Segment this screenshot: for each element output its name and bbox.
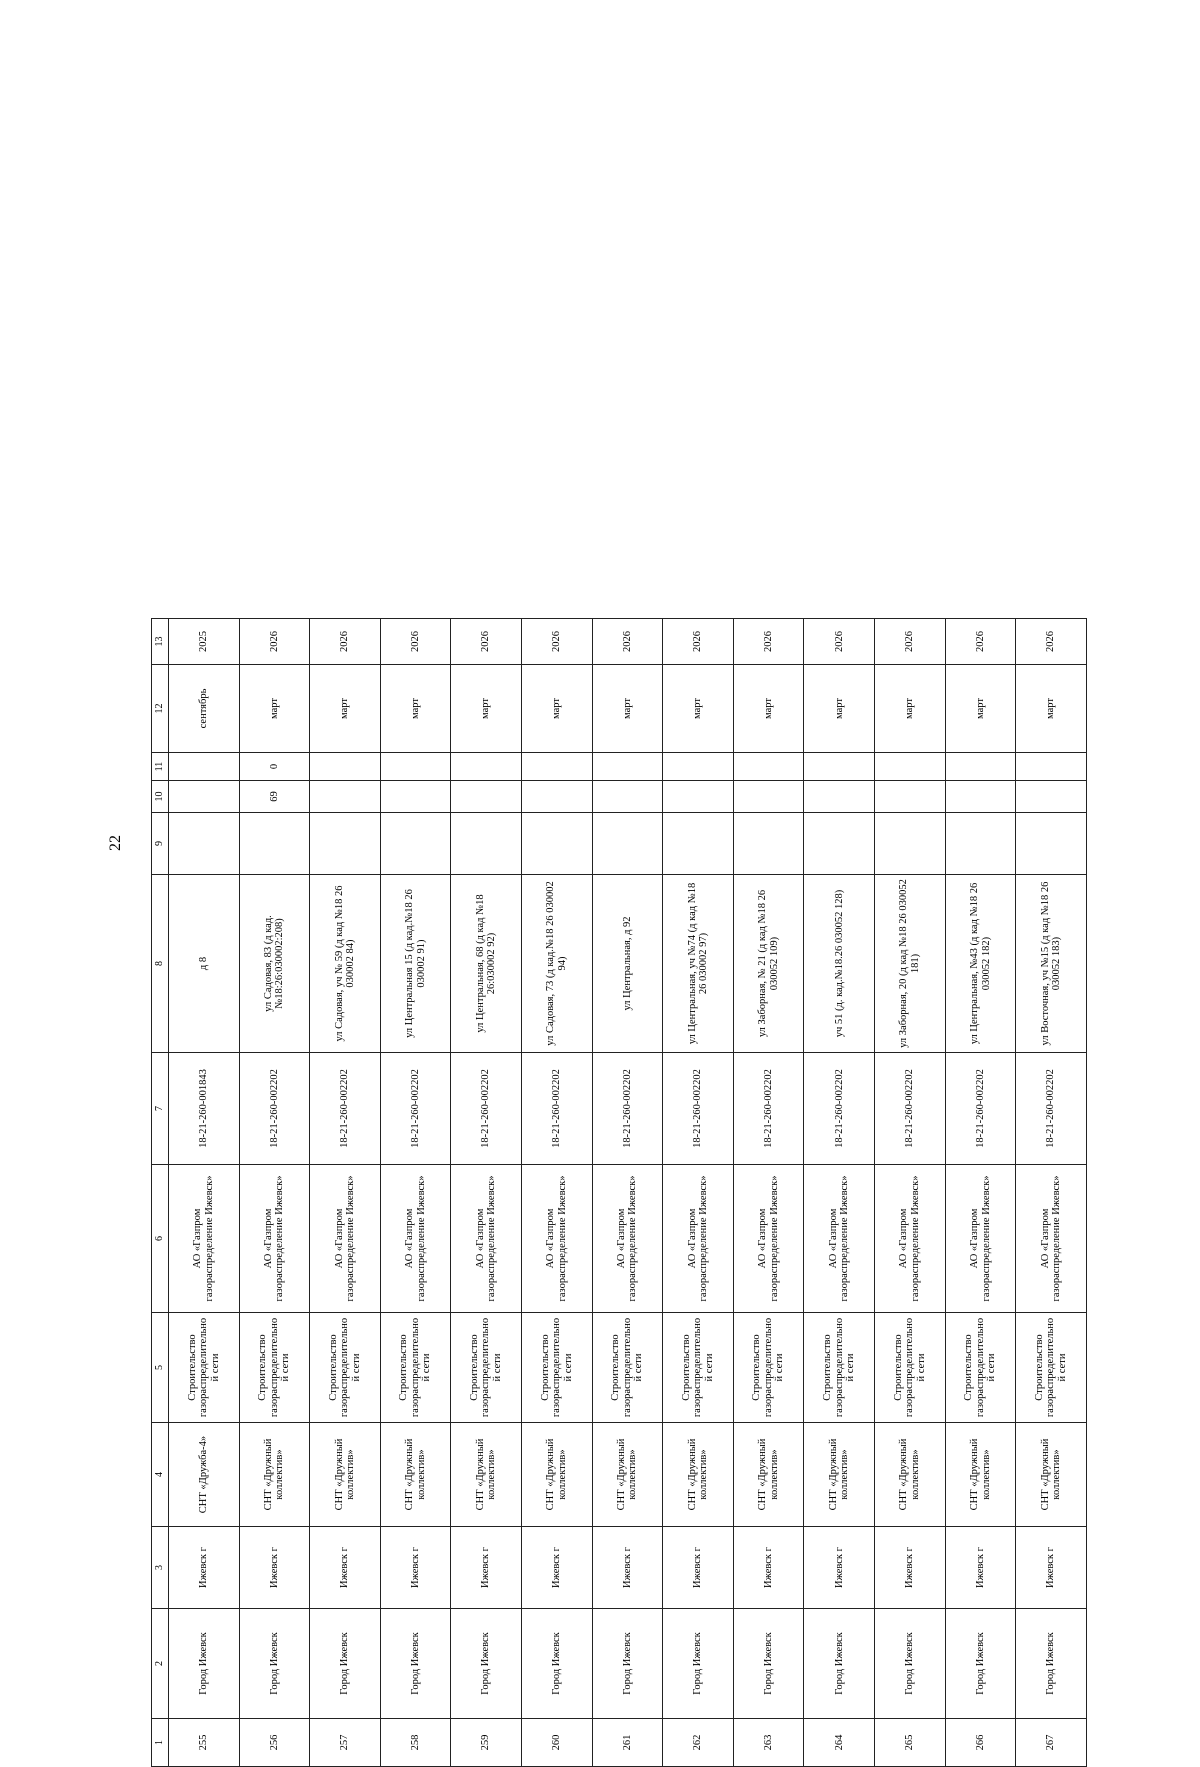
cell-work-type: Строительство газораспределительной сети [733, 1313, 804, 1423]
cell-municipality: Город Ижевск [733, 1609, 804, 1719]
cell-col-9 [169, 813, 240, 875]
cell-municipality: Город Ижевск [875, 1609, 946, 1719]
cell-settlement: Ижевск г [169, 1527, 240, 1609]
cell-address: ул Центральная, 68 (д кад №18 26:030002 92) [451, 875, 522, 1053]
table-row [451, 619, 522, 1767]
cell-snt-name: СНТ «Дружный коллектив» [945, 1423, 1016, 1527]
cell-month: сентябрь [169, 665, 240, 753]
cell-organization: АО «Газпром газораспределение Ижевск» [169, 1165, 240, 1313]
cell-settlement: Ижевск г [733, 1527, 804, 1609]
cell-snt-name: СНТ «Дружный коллектив» [380, 1423, 451, 1527]
cell-work-type: Строительство газораспределительной сети [451, 1313, 522, 1423]
cell-organization: АО «Газпром газораспределение Ижевск» [592, 1165, 663, 1313]
cell-col-10 [804, 781, 875, 813]
table-header [152, 619, 169, 1767]
cell-row-number: 262 [663, 1719, 734, 1767]
cell-year: 2025 [169, 619, 240, 665]
cell-address: ул Садовая, уч № 59 (д кад №18 26 030002 84) [310, 875, 381, 1053]
cell-settlement: Ижевск г [663, 1527, 734, 1609]
cell-organization: АО «Газпром газораспределение Ижевск» [875, 1165, 946, 1313]
cell-address: ул Центральная 15 (д кад.№18 26 030002 91) [380, 875, 451, 1053]
cell-municipality: Город Ижевск [239, 1609, 310, 1719]
cell-month: март [310, 665, 381, 753]
cell-settlement: Ижевск г [380, 1527, 451, 1609]
table-row [522, 619, 593, 1767]
cell-col-10 [310, 781, 381, 813]
cell-row-number: 267 [1016, 1719, 1087, 1767]
cell-month: март [804, 665, 875, 753]
cell-month: март [522, 665, 593, 753]
cell-col-9 [522, 813, 593, 875]
cell-row-number: 261 [592, 1719, 663, 1767]
cell-month: март [239, 665, 310, 753]
cell-row-number: 260 [522, 1719, 593, 1767]
cell-organization: АО «Газпром газораспределение Ижевск» [451, 1165, 522, 1313]
cell-organization: АО «Газпром газораспределение Ижевск» [1016, 1165, 1087, 1313]
cell-work-type: Строительство газораспределительной сети [592, 1313, 663, 1423]
cell-row-number: 256 [239, 1719, 310, 1767]
cell-month: март [663, 665, 734, 753]
cell-month: март [592, 665, 663, 753]
cell-col-11 [522, 753, 593, 781]
cell-col-11 [804, 753, 875, 781]
cell-col-10 [592, 781, 663, 813]
cell-month: март [451, 665, 522, 753]
column-number-2: 2 [152, 1609, 169, 1719]
cell-snt-name: СНТ «Дружный коллектив» [522, 1423, 593, 1527]
cell-year: 2026 [451, 619, 522, 665]
cell-permit-number: 18-21-260-002202 [451, 1053, 522, 1165]
cell-row-number: 257 [310, 1719, 381, 1767]
cell-year: 2026 [310, 619, 381, 665]
cell-col-9 [1016, 813, 1087, 875]
cell-organization: АО «Газпром газораспределение Ижевск» [733, 1165, 804, 1313]
table-row [945, 619, 1016, 1767]
cell-settlement: Ижевск г [310, 1527, 381, 1609]
cell-col-9 [945, 813, 1016, 875]
cell-col-9 [663, 813, 734, 875]
cell-col-10 [380, 781, 451, 813]
cell-row-number: 258 [380, 1719, 451, 1767]
cell-organization: АО «Газпром газораспределение Ижевск» [380, 1165, 451, 1313]
cell-year: 2026 [239, 619, 310, 665]
cell-address: д 8 [169, 875, 240, 1053]
cell-col-10 [522, 781, 593, 813]
cell-permit-number: 18-21-260-002202 [310, 1053, 381, 1165]
cell-col-9 [380, 813, 451, 875]
cell-col-11 [310, 753, 381, 781]
table-row [310, 619, 381, 1767]
cell-snt-name: СНТ «Дружный коллектив» [451, 1423, 522, 1527]
cell-year: 2026 [592, 619, 663, 665]
cell-address: ул Заборная, № 21 (д кад №18 26 030052 109) [733, 875, 804, 1053]
cell-work-type: Строительство газораспределительной сети [380, 1313, 451, 1423]
cell-year: 2026 [663, 619, 734, 665]
cell-year: 2026 [804, 619, 875, 665]
page-number: 22 [107, 835, 124, 851]
column-number-7: 7 [152, 1053, 169, 1165]
cell-organization: АО «Газпром газораспределение Ижевск» [804, 1165, 875, 1313]
cell-permit-number: 18-21-260-002202 [875, 1053, 946, 1165]
cell-year: 2026 [522, 619, 593, 665]
column-number-8: 8 [152, 875, 169, 1053]
cell-month: март [1016, 665, 1087, 753]
column-number-3: 3 [152, 1527, 169, 1609]
cell-work-type: Строительство газораспределительной сети [310, 1313, 381, 1423]
cell-municipality: Город Ижевск [310, 1609, 381, 1719]
cell-settlement: Ижевск г [945, 1527, 1016, 1609]
cell-municipality: Город Ижевск [945, 1609, 1016, 1719]
cell-month: март [945, 665, 1016, 753]
column-number-row [152, 619, 169, 1767]
column-number-1: 1 [152, 1719, 169, 1767]
column-number-6: 6 [152, 1165, 169, 1313]
cell-col-11 [169, 753, 240, 781]
cell-settlement: Ижевск г [1016, 1527, 1087, 1609]
cell-year: 2026 [1016, 619, 1087, 665]
cell-row-number: 259 [451, 1719, 522, 1767]
cell-municipality: Город Ижевск [804, 1609, 875, 1719]
cell-permit-number: 18-21-260-002202 [522, 1053, 593, 1165]
cell-col-9 [592, 813, 663, 875]
registry-table [151, 618, 1087, 1767]
cell-settlement: Ижевск г [804, 1527, 875, 1609]
cell-organization: АО «Газпром газораспределение Ижевск» [239, 1165, 310, 1313]
cell-month: март [875, 665, 946, 753]
cell-settlement: Ижевск г [522, 1527, 593, 1609]
cell-col-10 [945, 781, 1016, 813]
cell-row-number: 263 [733, 1719, 804, 1767]
cell-snt-name: СНТ «Дружный коллектив» [239, 1423, 310, 1527]
cell-col-10 [663, 781, 734, 813]
column-number-11: 11 [152, 753, 169, 781]
cell-col-10: 69 [239, 781, 310, 813]
table-row [592, 619, 663, 1767]
column-number-10: 10 [152, 781, 169, 813]
table-row [663, 619, 734, 1767]
cell-work-type: Строительство газораспределительной сети [945, 1313, 1016, 1423]
cell-snt-name: СНТ «Дружба-4» [169, 1423, 240, 1527]
cell-col-11 [945, 753, 1016, 781]
cell-col-11 [733, 753, 804, 781]
cell-col-10 [169, 781, 240, 813]
cell-address: ул Центральная, д 92 [592, 875, 663, 1053]
cell-month: март [380, 665, 451, 753]
cell-col-11 [592, 753, 663, 781]
cell-work-type: Строительство газораспределительной сети [522, 1313, 593, 1423]
cell-work-type: Строительство газораспределительной сети [169, 1313, 240, 1423]
cell-month: март [733, 665, 804, 753]
cell-snt-name: СНТ «Дружный коллектив» [1016, 1423, 1087, 1527]
cell-address: ул Центральная, №43 (д кад №18 26 030052 182) [945, 875, 1016, 1053]
cell-address: ул Садовая, 73 (д кад.№18 26 030002 94) [522, 875, 593, 1053]
cell-address: ул Садовая, 83 (д кад.№18:26:030002:208) [239, 875, 310, 1053]
cell-organization: АО «Газпром газораспределение Ижевск» [663, 1165, 734, 1313]
cell-col-11 [1016, 753, 1087, 781]
cell-permit-number: 18-21-260-002202 [380, 1053, 451, 1165]
cell-col-9 [310, 813, 381, 875]
cell-municipality: Город Ижевск [451, 1609, 522, 1719]
column-number-13: 13 [152, 619, 169, 665]
cell-snt-name: СНТ «Дружный коллектив» [733, 1423, 804, 1527]
cell-work-type: Строительство газораспределительной сети [1016, 1313, 1087, 1423]
cell-col-10 [875, 781, 946, 813]
table-row [804, 619, 875, 1767]
cell-municipality: Город Ижевск [592, 1609, 663, 1719]
cell-settlement: Ижевск г [592, 1527, 663, 1609]
cell-col-10 [451, 781, 522, 813]
cell-organization: АО «Газпром газораспределение Ижевск» [310, 1165, 381, 1313]
table-row [733, 619, 804, 1767]
cell-municipality: Город Ижевск [522, 1609, 593, 1719]
cell-col-9 [804, 813, 875, 875]
table-row [875, 619, 946, 1767]
cell-permit-number: 18-21-260-002202 [1016, 1053, 1087, 1165]
table-body [169, 619, 1087, 1767]
cell-permit-number: 18-21-260-002202 [592, 1053, 663, 1165]
cell-snt-name: СНТ «Дружный коллектив» [310, 1423, 381, 1527]
cell-municipality: Город Ижевск [1016, 1609, 1087, 1719]
cell-address: ул Восточная, уч №15 (д кад №18 26 030052 183) [1016, 875, 1087, 1053]
cell-row-number: 265 [875, 1719, 946, 1767]
cell-row-number: 255 [169, 1719, 240, 1767]
column-number-4: 4 [152, 1423, 169, 1527]
cell-col-11 [451, 753, 522, 781]
cell-col-11 [663, 753, 734, 781]
cell-settlement: Ижевск г [239, 1527, 310, 1609]
cell-municipality: Город Ижевск [169, 1609, 240, 1719]
cell-col-9 [875, 813, 946, 875]
cell-row-number: 266 [945, 1719, 1016, 1767]
table-row [380, 619, 451, 1767]
cell-year: 2026 [733, 619, 804, 665]
cell-organization: АО «Газпром газораспределение Ижевск» [522, 1165, 593, 1313]
cell-work-type: Строительство газораспределительной сети [239, 1313, 310, 1423]
cell-year: 2026 [875, 619, 946, 665]
table-row [239, 619, 310, 1767]
cell-address: ул Заборная, 20 (д кад №18 26 030052 181) [875, 875, 946, 1053]
cell-col-11 [875, 753, 946, 781]
cell-settlement: Ижевск г [875, 1527, 946, 1609]
cell-snt-name: СНТ «Дружный коллектив» [804, 1423, 875, 1527]
cell-work-type: Строительство газораспределительной сети [663, 1313, 734, 1423]
cell-col-9 [451, 813, 522, 875]
cell-col-9 [733, 813, 804, 875]
cell-row-number: 264 [804, 1719, 875, 1767]
cell-permit-number: 18-21-260-002202 [804, 1053, 875, 1165]
cell-snt-name: СНТ «Дружный коллектив» [663, 1423, 734, 1527]
column-number-9: 9 [152, 813, 169, 875]
cell-year: 2026 [380, 619, 451, 665]
cell-permit-number: 18-21-260-002202 [663, 1053, 734, 1165]
cell-address: уч 51 (д. кад.№18.26 030052 128) [804, 875, 875, 1053]
cell-permit-number: 18-21-260-001843 [169, 1053, 240, 1165]
column-number-5: 5 [152, 1313, 169, 1423]
cell-work-type: Строительство газораспределительной сети [804, 1313, 875, 1423]
table-row [169, 619, 240, 1767]
cell-municipality: Город Ижевск [380, 1609, 451, 1719]
cell-col-10 [733, 781, 804, 813]
cell-permit-number: 18-21-260-002202 [945, 1053, 1016, 1165]
cell-settlement: Ижевск г [451, 1527, 522, 1609]
cell-work-type: Строительство газораспределительной сети [875, 1313, 946, 1423]
cell-municipality: Город Ижевск [663, 1609, 734, 1719]
cell-organization: АО «Газпром газораспределение Ижевск» [945, 1165, 1016, 1313]
cell-col-9 [239, 813, 310, 875]
cell-col-11: 0 [239, 753, 310, 781]
column-number-12: 12 [152, 665, 169, 753]
cell-year: 2026 [945, 619, 1016, 665]
cell-permit-number: 18-21-260-002202 [239, 1053, 310, 1165]
cell-permit-number: 18-21-260-002202 [733, 1053, 804, 1165]
cell-address: ул Центральная, уч №74 (д кад №18 26 030002 97) [663, 875, 734, 1053]
cell-col-11 [380, 753, 451, 781]
table-wrapper [151, 619, 1087, 1767]
cell-snt-name: СНТ «Дружный коллектив» [592, 1423, 663, 1527]
cell-col-10 [1016, 781, 1087, 813]
cell-snt-name: СНТ «Дружный коллектив» [875, 1423, 946, 1527]
table-row [1016, 619, 1087, 1767]
